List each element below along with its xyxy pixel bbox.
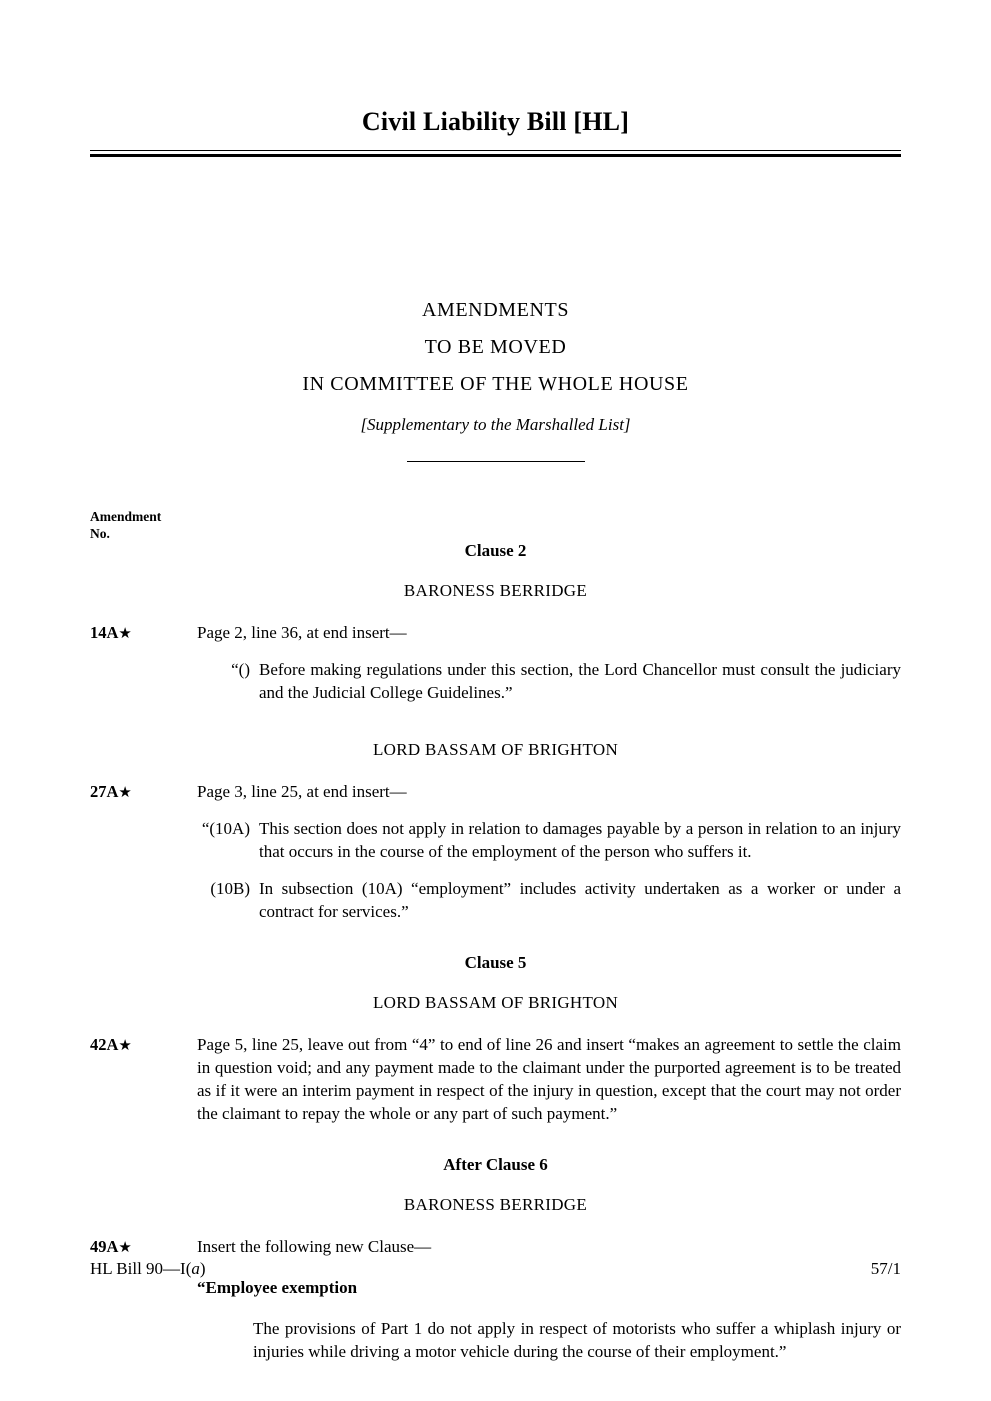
heading-divider [407, 461, 585, 463]
sponsor-bassam-2: LORD BASSAM OF BRIGHTON [372, 992, 619, 1012]
star-icon: ★ [118, 626, 132, 643]
subparagraph-text: Before making regulations under this section, the Lord Chancellor must consult the judiciary and the Judicial College Guidelines.” [259, 660, 901, 703]
amendment-number-14A[interactable]: 14A★ [90, 623, 132, 643]
heading-subtitle: [Supplementary to the Marshalled List] [360, 414, 631, 434]
heading-line-amendments: AMENDMENTS [421, 298, 570, 321]
amendment-number-27A[interactable]: 27A★ [90, 782, 132, 802]
amendment-column-label [90, 509, 195, 543]
star-icon: ★ [118, 1240, 132, 1256]
subparagraph-text: This section does not apply in relation to damages payable by a person in relation to an injury that occurs in the course of the employment of the person who suffers it. [259, 819, 901, 862]
subparagraph-marker: (10B) [210, 879, 250, 898]
page-number: 57/1 [870, 1259, 901, 1278]
amendment-row-49A [90, 1236, 901, 1259]
bill-reference: HL Bill 90—I(a) [90, 1259, 206, 1278]
clause-heading-after-6: After Clause 6 [443, 1154, 548, 1174]
clause-heading-2: Clause 2 [464, 541, 527, 561]
new-clause-body: The provisions of Part 1 do not apply in respect of motorists who suffer a whiplash injury or injuries while driving a motor vehicle during the course of their employment.” [253, 1318, 901, 1361]
sponsor-berridge-2: BARONESS BERRIDGE [403, 1194, 588, 1214]
subparagraph-text: In subsection (10A) “employment” includes activity undertaken as a worker or under a contract for services.” [259, 879, 901, 921]
amendment-number-42A[interactable]: 42A★ [90, 1035, 132, 1055]
sponsor-bassam-1: LORD BASSAM OF BRIGHTON [372, 740, 619, 760]
title-rule-thick [90, 154, 901, 157]
subparagraph-marker: “() [231, 660, 250, 680]
heading-line-to-be-moved: TO BE MOVED [424, 335, 567, 358]
subparagraph-marker: “(10A) [201, 819, 250, 839]
amendment-row-42A [90, 1034, 901, 1126]
amendment-column-label-line1: Amendment [90, 509, 162, 524]
amendment-row-14A [90, 622, 901, 645]
star-icon: ★ [118, 1038, 132, 1055]
sponsor-berridge-1: BARONESS BERRIDGE [403, 581, 588, 601]
heading-line-in-committee: IN COMMITTEE OF THE WHOLE HOUSE [302, 372, 689, 395]
heading-block [90, 300, 901, 463]
amendment-column-label-line2: No. [90, 525, 110, 541]
amendment-instruction-49A: Insert the following new Clause— [197, 1237, 432, 1256]
amendment-instruction-27A: Page 3, line 25, at end insert— [197, 782, 407, 802]
amendment-subparagraph-27A-1 [197, 818, 901, 864]
document-page [90, 0, 901, 1401]
title-rule-group [90, 150, 901, 157]
amendment-row-27A [90, 781, 901, 804]
page-footer [90, 1259, 901, 1279]
clause-heading-5: Clause 5 [464, 952, 527, 972]
star-icon: ★ [118, 785, 132, 802]
amendment-instruction-42A: Page 5, line 25, leave out from “4” to end of line 26 and insert “makes an agreement to settle the claim in question void; and any payment made to the claimant under the purported agreement is to be treated as if it were an interim payment in respect of the injury in question, except that the court may not order the claimant to repay the whole or any part of such payment.” [197, 1035, 901, 1123]
amendment-number-49A[interactable]: 49A★ [90, 1237, 132, 1256]
amendment-subparagraph-27A-2 [197, 878, 901, 924]
amendment-subparagraph-14A-1 [197, 659, 901, 705]
page-title: Civil Liability Bill [HL] [361, 107, 630, 136]
new-clause-title: “Employee exemption [197, 1277, 358, 1297]
amendment-instruction-14A: Page 2, line 36, at end insert— [197, 623, 407, 643]
